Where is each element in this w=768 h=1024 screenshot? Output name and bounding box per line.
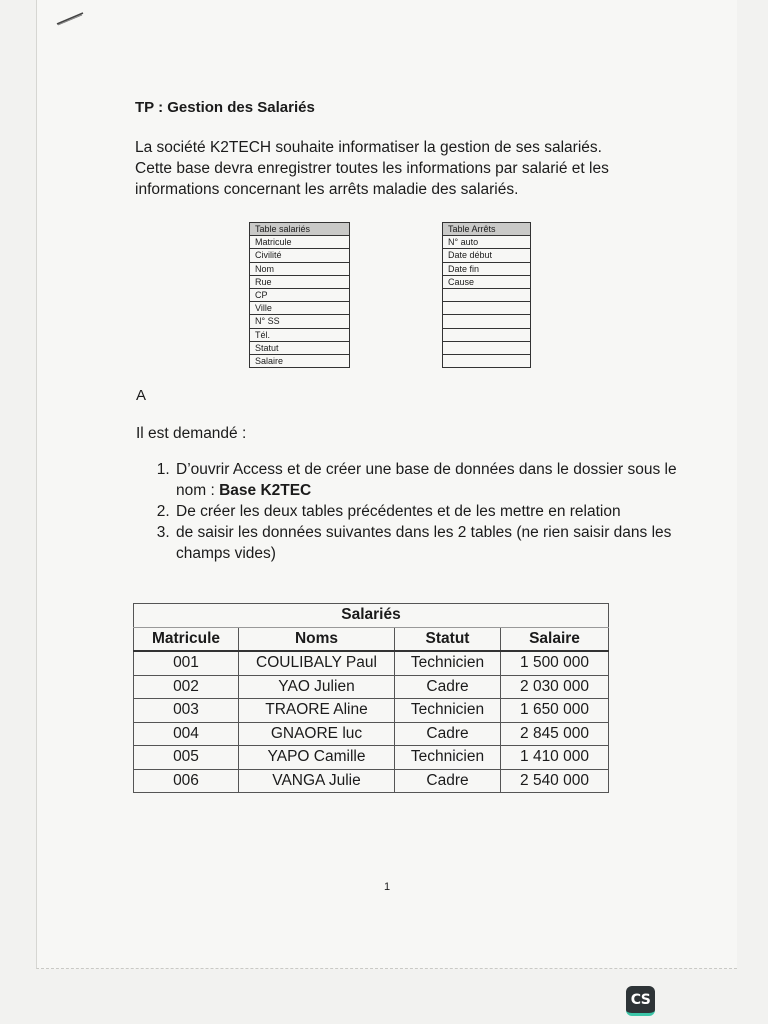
nom-cell: COULIBALY Paul	[239, 651, 395, 675]
matricule-cell: 004	[134, 722, 239, 746]
matricule-cell: 006	[134, 769, 239, 793]
section-letter: A	[136, 387, 147, 404]
step-text: De créer les deux tables précédentes et de les mettre en relation	[176, 503, 621, 520]
arrets-field-cell	[443, 354, 531, 367]
step-bold-text: Base K2TEC	[219, 482, 312, 499]
arrets-field-cell: Date début	[443, 249, 531, 262]
column-header: Noms	[239, 627, 395, 651]
salaries-field-cell: Tél.	[250, 328, 350, 341]
salaries-field-cell: Matricule	[250, 236, 350, 249]
arrets-field-cell: N° auto	[443, 236, 531, 249]
table-row	[134, 746, 609, 770]
salaries-header-cell: Table salariés	[250, 223, 350, 236]
salaire-cell: 1 650 000	[501, 699, 609, 723]
table-caption: Salariés	[134, 604, 609, 628]
table-salaries-structure	[249, 222, 350, 368]
statut-cell: Technicien	[395, 651, 501, 675]
table-row	[134, 675, 609, 699]
arrets-header-cell: Table Arrêts	[443, 223, 531, 236]
statut-cell: Technicien	[395, 699, 501, 723]
salaire-cell: 1 500 000	[501, 651, 609, 675]
matricule-cell: 002	[134, 675, 239, 699]
salaries-field-cell: Rue	[250, 275, 350, 288]
salaire-cell: 1 410 000	[501, 746, 609, 770]
document-title: TP : Gestion des Salariés	[135, 99, 315, 116]
step-item	[174, 522, 694, 564]
arrets-field-cell	[443, 341, 531, 354]
step-text: D’ouvrir Access et de créer une base de données dans le dossier sous le nom :	[176, 461, 677, 499]
statut-cell: Cadre	[395, 675, 501, 699]
nom-cell: TRAORE Aline	[239, 699, 395, 723]
salaire-cell: 2 845 000	[501, 722, 609, 746]
nom-cell: YAPO Camille	[239, 746, 395, 770]
intro-line: informations concernant les arrêts maladie des salariés.	[135, 181, 519, 198]
page-number: 1	[384, 881, 391, 893]
column-header: Statut	[395, 627, 501, 651]
statut-cell: Cadre	[395, 722, 501, 746]
arrets-field-cell	[443, 328, 531, 341]
salaries-field-cell: Civilité	[250, 249, 350, 262]
table-row	[134, 651, 609, 675]
arrets-field-cell	[443, 288, 531, 301]
pen-stroke-mark	[56, 10, 86, 26]
salaries-field-cell: Nom	[250, 262, 350, 275]
steps-list	[134, 459, 694, 564]
matricule-cell: 003	[134, 699, 239, 723]
camscanner-logo: CS	[626, 986, 655, 1016]
demande-heading: Il est demandé :	[136, 425, 247, 442]
intro-line: La société K2TECH souhaite informatiser la gestion de ses salariés.	[135, 139, 602, 156]
nom-cell: GNAORE luc	[239, 722, 395, 746]
arrets-field-cell	[443, 315, 531, 328]
table-row	[134, 699, 609, 723]
salaries-data-table	[133, 603, 609, 793]
matricule-cell: 005	[134, 746, 239, 770]
intro-paragraph	[135, 137, 655, 200]
salaries-field-cell: N° SS	[250, 315, 350, 328]
step-text: de saisir les données suivantes dans les 2 tables (ne rien saisir dans les champs vides)	[176, 524, 672, 562]
salaries-field-cell: CP	[250, 288, 350, 301]
arrets-field-cell: Cause	[443, 275, 531, 288]
salaire-cell: 2 030 000	[501, 675, 609, 699]
table-row	[134, 769, 609, 793]
matricule-cell: 001	[134, 651, 239, 675]
salaire-cell: 2 540 000	[501, 769, 609, 793]
step-item	[174, 459, 694, 501]
salaries-field-cell: Salaire	[250, 354, 350, 367]
column-header: Matricule	[134, 627, 239, 651]
nom-cell: VANGA Julie	[239, 769, 395, 793]
intro-line: Cette base devra enregistrer toutes les informations par salarié et les	[135, 160, 609, 177]
arrets-field-cell	[443, 302, 531, 315]
statut-cell: Technicien	[395, 746, 501, 770]
statut-cell: Cadre	[395, 769, 501, 793]
column-header: Salaire	[501, 627, 609, 651]
table-row	[134, 722, 609, 746]
salaries-field-cell: Statut	[250, 341, 350, 354]
arrets-field-cell: Date fin	[443, 262, 531, 275]
table-arrets-structure	[442, 222, 531, 368]
step-item	[174, 501, 694, 522]
nom-cell: YAO Julien	[239, 675, 395, 699]
salaries-field-cell: Ville	[250, 302, 350, 315]
